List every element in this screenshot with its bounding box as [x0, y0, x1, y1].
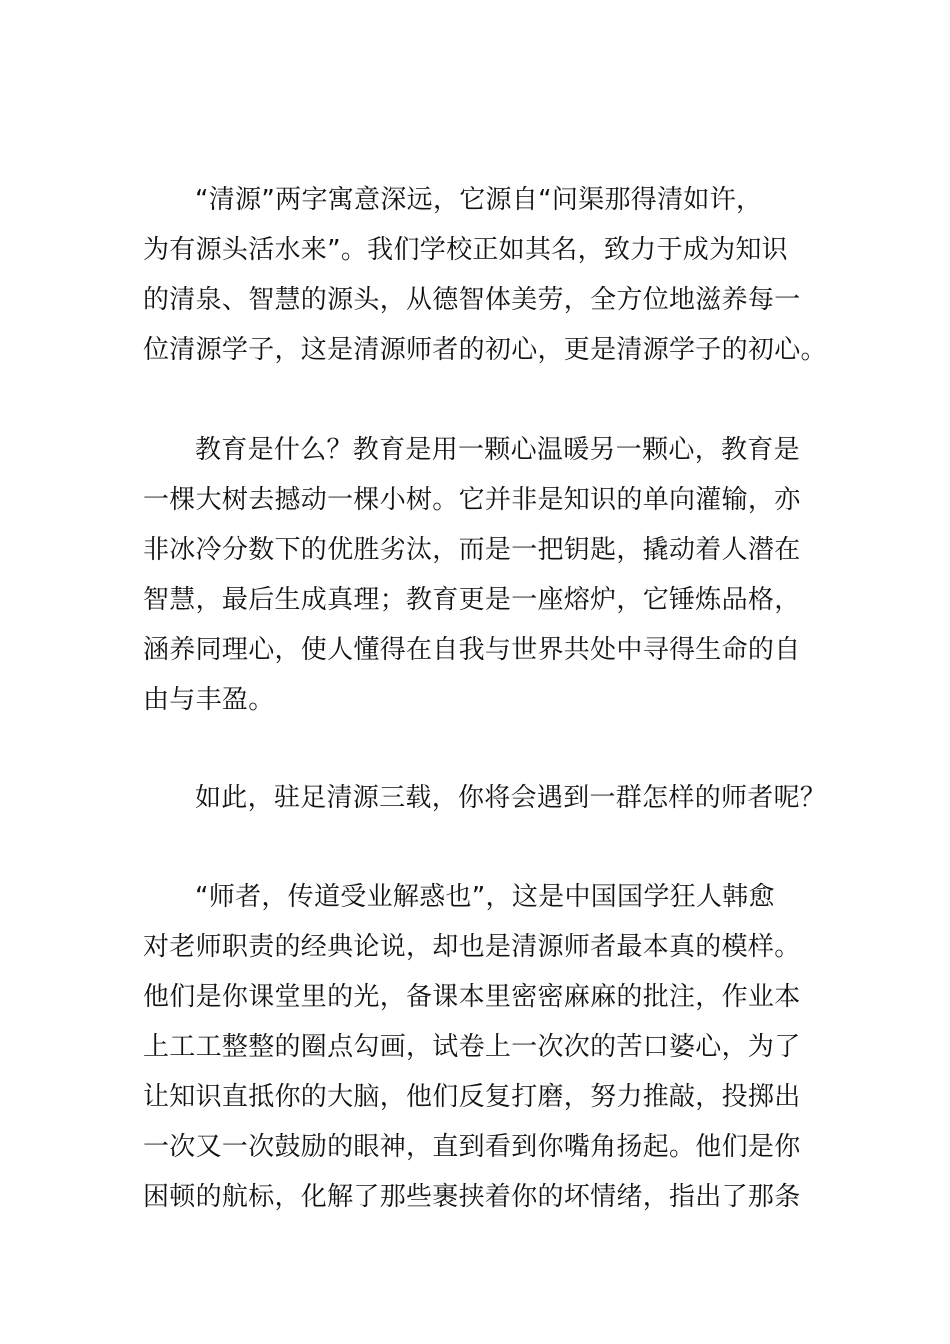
paragraph-2-line-5: 涵养同理心，使人懂得在自我与世界共处中寻得生命的自 — [143, 635, 801, 665]
paragraph-4-line-5: 让知识直抵你的大脑，他们反复打磨，努力推敲，投掷出 — [143, 1082, 801, 1112]
paragraph-1-line-2: 为有源头活水来”。我们学校正如其名，致力于成为知识 — [143, 235, 788, 265]
paragraph-1-line-3: 的清泉、智慧的源头，从德智体美劳，全方位地滋养每一 — [143, 285, 801, 315]
paragraph-2-line-1: 教育是什么？教育是用一颗心温暖另一颗心，教育是 — [195, 435, 800, 465]
paragraph-2-line-4: 智慧，最后生成真理；教育更是一座熔炉，它锤炼品格， — [143, 585, 801, 615]
paragraph-2-line-2: 一棵大树去撼动一棵小树。它并非是知识的单向灌输，亦 — [143, 485, 801, 515]
paragraph-1-line-4: 位清源学子，这是清源师者的初心，更是清源学子的初心。 — [143, 335, 827, 365]
paragraph-2-line-3: 非冰冷分数下的优胜劣汰，而是一把钥匙，撬动着人潜在 — [143, 535, 801, 565]
paragraph-3-line-1: 如此，驻足清源三载，你将会遇到一群怎样的师者呢？ — [195, 783, 827, 813]
paragraph-1-line-1: “清源”两字寓意深远，它源自“问渠那得清如许， — [195, 185, 763, 215]
paragraph-4-line-1: “师者，传道受业解惑也”，这是中国国学狂人韩愈 — [195, 882, 775, 912]
paragraph-4-line-7: 困顿的航标，化解了那些裹挟着你的坏情绪，指出了那条 — [143, 1182, 801, 1212]
paragraph-4-line-3: 他们是你课堂里的光，备课本里密密麻麻的批注，作业本 — [143, 982, 801, 1012]
paragraph-4-line-2: 对老师职责的经典论说，却也是清源师者最本真的模样。 — [143, 932, 801, 962]
paragraph-4-line-6: 一次又一次鼓励的眼神，直到看到你嘴角扬起。他们是你 — [143, 1132, 801, 1162]
paragraph-2-line-6: 由与丰盈。 — [143, 685, 275, 715]
paragraph-4-line-4: 上工工整整的圈点勾画，试卷上一次次的苦口婆心，为了 — [143, 1032, 801, 1062]
